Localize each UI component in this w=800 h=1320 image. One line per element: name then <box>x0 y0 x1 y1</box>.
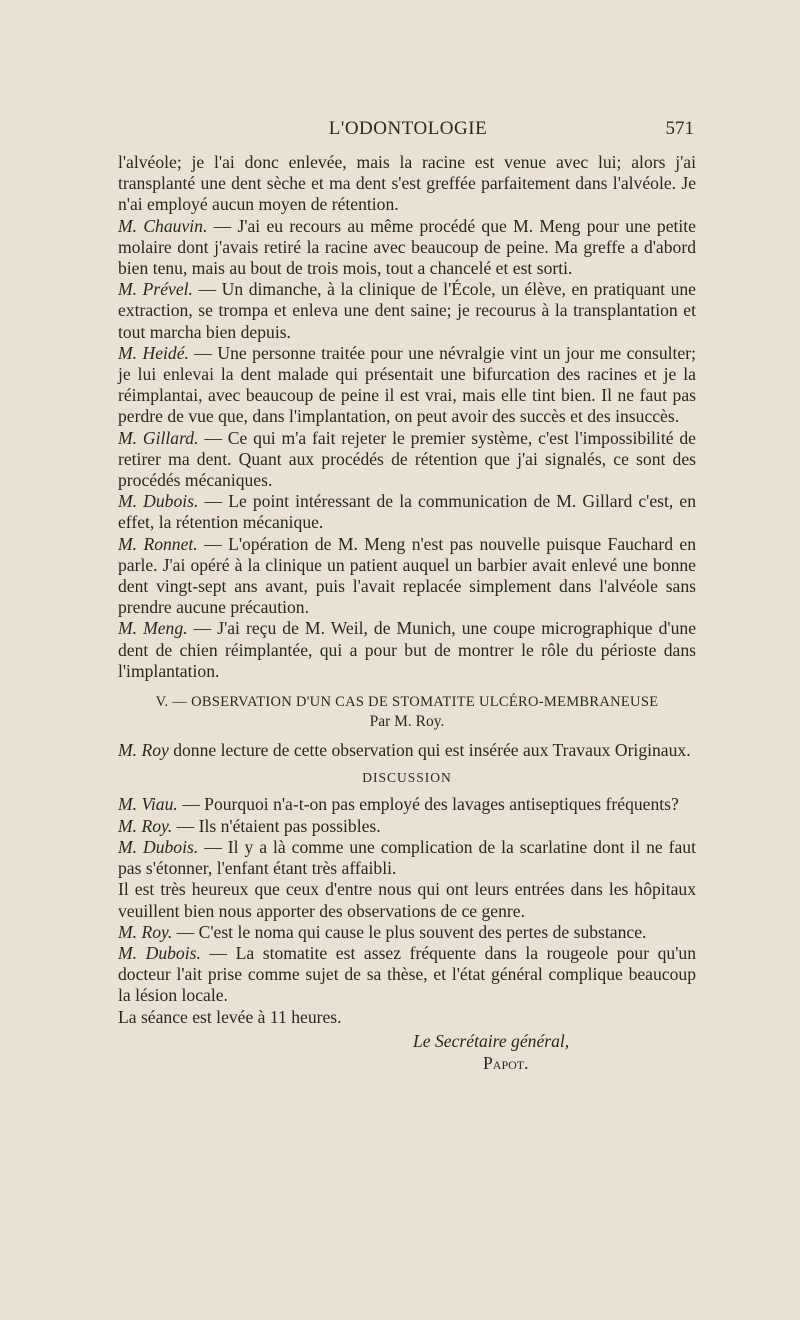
speaker-name: M. Roy. <box>118 815 173 836</box>
paragraph-text: — C'est le noma qui cause le plus souvent des pertes de substance. <box>172 921 647 942</box>
paragraph-text: — L'opération de M. Meng n'est pas nouvelle puisque Fauchard en parle. J'ai opéré à la clinique un patient auquel un barbier avait enlevé une bonne dent vingt-sept ans avant, puis l'avait replacée simplement dans l'alvéole sans prendre aucune précaution. <box>118 533 697 618</box>
paragraph-text: — Ils n'étaient pas possibles. <box>172 815 381 836</box>
speaker-name: M. Dubois. <box>118 491 199 512</box>
paragraph-text: — Le point intéressant de la communication de M. Gillard c'est, en effet, la rétention mécanique. <box>118 491 697 533</box>
paragraph <box>118 816 696 837</box>
speaker-name: M. Ronnet. <box>118 533 198 554</box>
paragraph <box>118 618 696 682</box>
signature-name: Papot. <box>483 1052 529 1073</box>
speaker-name: M. Roy. <box>118 921 173 942</box>
paragraph <box>118 428 696 492</box>
speaker-name: M. Gillard. <box>118 427 199 448</box>
speaker-name: M. Meng. <box>118 618 188 639</box>
signature-role: Le Secrétaire général, <box>413 1030 570 1051</box>
paragraph-text: l'alvéole; je l'ai donc enlevée, mais la racine est venue avec lui; alors j'ai transplanté une dent sèche et ma dent s'est greffée parfaitement dans l'alvéole. Je n'ai employé aucun moyen de rétention. <box>118 152 696 215</box>
speaker-name: M. Viau. <box>118 794 178 815</box>
speaker-name: M. Roy <box>118 740 169 761</box>
paragraph-text: donne lecture de cette observation qui est insérée aux Travaux Originaux. <box>168 740 691 761</box>
speaker-name: M. Chauvin. <box>118 215 208 236</box>
paragraph-text: — Ce qui m'a fait rejeter le premier système, c'est l'impossibilité de retirer ma dent. Quant aux procédés de rétention que j'ai signalés, ce sont des procédés mécaniques. <box>118 427 696 491</box>
speaker-name: M. Prével. <box>118 279 193 300</box>
paragraph-text: — Pourquoi n'a-t-on pas employé des lavages antiseptiques fréquents? <box>177 794 679 815</box>
paragraph <box>118 534 696 619</box>
running-title: L'ODONTOLOGIE <box>328 118 488 139</box>
discussion-heading: DISCUSSION <box>362 770 452 786</box>
paragraph-list <box>118 152 696 682</box>
paragraph <box>118 152 696 216</box>
paragraph <box>118 943 696 1007</box>
paragraph <box>118 279 696 343</box>
section-paragraph-list <box>118 740 696 761</box>
paragraph <box>118 343 696 428</box>
paragraph <box>118 794 696 815</box>
paragraph <box>118 922 696 943</box>
paragraph-text: — Il y a là comme une complication de la scarlatine dont il ne faut pas s'étonner, l'enfant étant très affaibli. <box>118 836 696 879</box>
section-title: V. — OBSERVATION D'UN CAS DE STOMATITE ULCÉRO-MEMBRANEUSE <box>155 694 659 711</box>
paragraph-text: — Un dimanche, à la clinique de l'École, un élève, en pratiquant une extraction, se trompa et enleva une dent saine; je recourus à la transplantation et tout marcha bien depuis. <box>118 279 696 342</box>
paragraph-text: — J'ai reçu de M. Weil, de Munich, une coupe micrographique d'une dent de chien réimplantée, qui a pour but de montrer le rôle du périoste dans l'implantation. <box>118 618 696 681</box>
speaker-name: M. Heidé. <box>118 342 189 363</box>
page-header <box>120 118 696 142</box>
speaker-name: M. Dubois. <box>118 836 199 857</box>
paragraph <box>118 1007 696 1028</box>
paragraph-text: — La stomatite est assez fréquente dans la rougeole pour qu'un docteur l'ait prise comme sujet de sa thèse, et l'état général complique beaucoup la lésion locale. <box>118 942 696 1006</box>
paragraph <box>118 837 696 879</box>
paragraph <box>118 879 696 921</box>
paragraph-text: Il est très heureux que ceux d'entre nous qui ont leurs entrées dans les hôpitaux veuillent bien nous apporter des observations de ce genre. <box>118 879 696 921</box>
paragraph-text: — Une personne traitée pour une névralgie vint un jour me consulter; je lui enlevai la dent malade qui présentait une bifurcation des racines et je la réimplantai, avec beaucoup de peine il est vrai, mais elle tint bien. Il ne faut pas perdre de vue que, dans l'implantation, on peut avoir des succès et des insuccès. <box>118 342 696 427</box>
paragraph <box>118 740 696 761</box>
body-text <box>118 152 696 1074</box>
page-number: 571 <box>665 118 694 139</box>
speaker-name: M. Dubois. <box>118 942 201 963</box>
paragraph <box>118 491 696 533</box>
discussion-paragraph-list <box>118 794 696 1027</box>
paragraph-text: — J'ai eu recours au même procédé que M. Meng pour une petite molaire dont j'avais retiré la racine avec beaucoup de peine. Ma greffe a d'abord bien tenu, mais au bout de trois mois, tout a chancelé et est sorti. <box>118 215 696 279</box>
paragraph-text: La séance est levée à 11 heures. <box>118 1006 342 1027</box>
paragraph <box>118 216 696 280</box>
section-byline: Par M. Roy. <box>369 713 445 731</box>
